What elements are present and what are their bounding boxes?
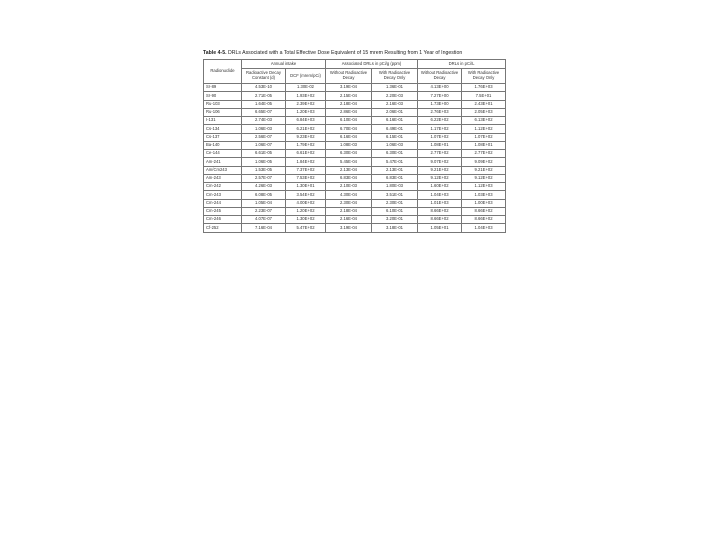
radionuclide-cell: Cm-244 [204,199,242,207]
value-cell: 2.39E+02 [286,100,326,108]
value-cell: 6.16E-04 [326,133,372,141]
value-cell: 4.53E-10 [242,84,286,92]
value-cell: 1.30E+02 [286,216,326,224]
value-cell: 1.01E+03 [418,199,462,207]
value-cell: 2.05E+03 [462,108,506,116]
value-cell: 3.18E-01 [372,224,418,232]
value-cell: 6.08E-05 [242,191,286,199]
value-cell: 3.19E-04 [326,224,372,232]
value-cell: 9.21E+02 [418,166,462,174]
value-cell: 9.21E+02 [462,166,506,174]
value-cell: 2.30E-04 [326,199,372,207]
value-cell: 6.49E-01 [372,125,418,133]
drl-table [203,59,506,233]
value-cell: 7.27E+00 [418,92,462,100]
value-cell: 1.84E+02 [286,158,326,166]
value-cell: 9.09E+02 [462,158,506,166]
radionuclide-cell: Am-241 [204,158,242,166]
column-header: With Radioactive Decay Only [462,69,506,84]
value-cell: 8.66E+02 [462,207,506,215]
value-cell: 2.76E+03 [418,108,462,116]
value-cell: 1.79E+02 [286,141,326,149]
column-group-annual: Annual intake [242,60,326,69]
value-cell: 2.10E-03 [326,183,372,191]
value-cell: 2.86E-04 [326,108,372,116]
radionuclide-cell: Cs-134 [204,125,242,133]
value-cell: 1.07E+02 [462,133,506,141]
value-cell: 2.20E-03 [372,92,418,100]
radionuclide-cell: Ba-140 [204,141,242,149]
value-cell: 6.22E+02 [418,117,462,125]
table-row [204,216,506,224]
value-cell: 2.13E-01 [372,166,418,174]
column-header: With Radioactive Decay Only [372,69,418,84]
value-cell: 1.05E-04 [242,199,286,207]
value-cell: 2.77E+02 [418,150,462,158]
value-cell: 2.57E-07 [242,174,286,182]
radionuclide-cell: Ru-103 [204,100,242,108]
value-cell: 8.66E+02 [418,216,462,224]
table-row [204,207,506,215]
radionuclide-cell: Cf-252 [204,224,242,232]
value-cell: 5.45E-04 [326,158,372,166]
value-cell: 1.05E+01 [418,224,462,232]
value-cell: 6.15E-01 [372,133,418,141]
value-cell: 3.20E-01 [372,216,418,224]
column-header: Without Radioactive Decay [418,69,462,84]
value-cell: 2.30E-01 [372,199,418,207]
value-cell: 1.06E-03 [242,125,286,133]
value-cell: 1.30E-02 [286,84,326,92]
value-cell: 1.12E+02 [462,125,506,133]
value-cell: 7.5E+01 [462,92,506,100]
value-cell: 2.06E-01 [372,108,418,116]
table-row [204,133,506,141]
value-cell: 8.66E+02 [418,207,462,215]
value-cell: 1.60E+02 [418,183,462,191]
column-group-concentration: Associated DRLs in pCi/g (ppm) [326,60,418,69]
value-cell: 3.54E+02 [286,191,326,199]
value-cell: 1.64E-05 [242,100,286,108]
value-cell: 1.80E-03 [372,183,418,191]
value-cell: 6.84E+03 [286,117,326,125]
radionuclide-cell: Sr-89 [204,84,242,92]
value-cell: 6.30E-04 [326,150,372,158]
value-cell: 2.74E-03 [242,117,286,125]
radionuclide-cell: Cm-242 [204,183,242,191]
value-cell: 1.00E+03 [462,199,506,207]
value-cell: 3.51E-01 [372,191,418,199]
value-cell: 4.00E+02 [286,199,326,207]
column-group-pci: DRLs in pCi/L [418,60,506,69]
value-cell: 6.70E-04 [326,125,372,133]
value-cell: 4.30E-04 [326,191,372,199]
value-cell: 1.03E+03 [462,191,506,199]
value-cell: 5.47E-01 [372,158,418,166]
value-cell: 2.71E-05 [242,92,286,100]
value-cell: 4.07E-07 [242,216,286,224]
table-row [204,174,506,182]
table-row [204,199,506,207]
value-cell: 6.83E-04 [326,174,372,182]
value-cell: 2.15E-04 [326,92,372,100]
radionuclide-cell: Ru-106 [204,108,242,116]
value-cell: 1.53E-05 [242,166,286,174]
table-row [204,84,506,92]
value-cell: 9.12E+02 [462,174,506,182]
value-cell: 7.53E+02 [286,174,326,182]
radionuclide-cell: I-131 [204,117,242,125]
value-cell: 5.47E+02 [286,224,326,232]
value-cell: 1.04E+03 [462,224,506,232]
value-cell: 1.17E+02 [418,125,462,133]
value-cell: 2.56E-07 [242,133,286,141]
radionuclide-cell: Sr-90 [204,92,242,100]
table-row [204,100,506,108]
value-cell: 2.43E+01 [462,100,506,108]
value-cell: 2.77E+02 [462,150,506,158]
radionuclide-cell: Am/Cm243 [204,166,242,174]
value-cell: 2.16E-04 [326,216,372,224]
value-cell: 8.66E+02 [462,216,506,224]
table-row [204,92,506,100]
value-cell: 1.93E+02 [286,92,326,100]
value-cell: 1.12E+03 [462,183,506,191]
value-cell: 1.08E+01 [462,141,506,149]
radionuclide-cell: Cm-246 [204,216,242,224]
column-header: Without Radioactive Decay [326,69,372,84]
table-caption-text: DRLs Associated with a Total Effective Dose Equivalent of 15 mrem Resulting from 1 Year of Ingestion [228,50,463,56]
table-caption-number: Table 4-5. [203,50,227,56]
value-cell: 6.16E-01 [372,117,418,125]
document-page [203,50,505,233]
value-cell: 3.19E-04 [326,84,372,92]
table-column-header-row [204,69,506,84]
value-cell: 2.13E-04 [326,166,372,174]
value-cell: 1.30E+01 [286,183,326,191]
column-header: Radioactive Decay Constant (d) [242,69,286,84]
value-cell: 2.18E-04 [326,207,372,215]
value-cell: 1.06E-07 [242,141,286,149]
value-cell: 1.04E+03 [418,191,462,199]
radionuclide-cell: Cm-243 [204,191,242,199]
value-cell: 6.61E-05 [242,150,286,158]
value-cell: 6.21E+02 [286,125,326,133]
column-header-radionuclide: Radionuclide [204,60,242,84]
value-cell: 1.20E+02 [286,207,326,215]
value-cell: 2.23E-07 [242,207,286,215]
table-row [204,224,506,232]
value-cell: 2.18E-04 [326,100,372,108]
value-cell: 9.07E+02 [418,158,462,166]
table-row [204,150,506,158]
value-cell: 7.37E+02 [286,166,326,174]
value-cell: 1.08E-03 [326,141,372,149]
value-cell: 1.07E+02 [418,133,462,141]
value-cell: 6.65E-07 [242,108,286,116]
value-cell: 1.06E-05 [242,158,286,166]
value-cell: 1.73E+00 [418,100,462,108]
table-row [204,141,506,149]
table-row [204,183,506,191]
radionuclide-cell: Am-243 [204,174,242,182]
value-cell: 6.10E-04 [326,117,372,125]
table-group-header-row [204,60,506,69]
table-body [204,84,506,233]
table-caption [203,50,505,57]
column-header: DCF (mrem/pCi) [286,69,326,84]
value-cell: 7.16E-04 [242,224,286,232]
value-cell: 6.10E-01 [372,207,418,215]
value-cell: 9.23E+02 [286,133,326,141]
table-row [204,125,506,133]
value-cell: 6.61E+02 [286,150,326,158]
table-row [204,158,506,166]
value-cell: 1.20E+03 [286,108,326,116]
value-cell: 1.36E-01 [372,84,418,92]
value-cell: 1.08E+01 [418,141,462,149]
table-row [204,117,506,125]
value-cell: 6.30E-01 [372,150,418,158]
table-row [204,108,506,116]
table-row [204,191,506,199]
value-cell: 4.13E+00 [418,84,462,92]
radionuclide-cell: Ce-144 [204,150,242,158]
value-cell: 6.83E-01 [372,174,418,182]
table-row [204,166,506,174]
value-cell: 9.12E+02 [418,174,462,182]
value-cell: 4.26E-03 [242,183,286,191]
value-cell: 1.76E+03 [462,84,506,92]
radionuclide-cell: Cm-245 [204,207,242,215]
value-cell: 2.16E-03 [372,100,418,108]
value-cell: 1.06E-03 [372,141,418,149]
radionuclide-cell: Cs-137 [204,133,242,141]
value-cell: 6.13E+02 [462,117,506,125]
